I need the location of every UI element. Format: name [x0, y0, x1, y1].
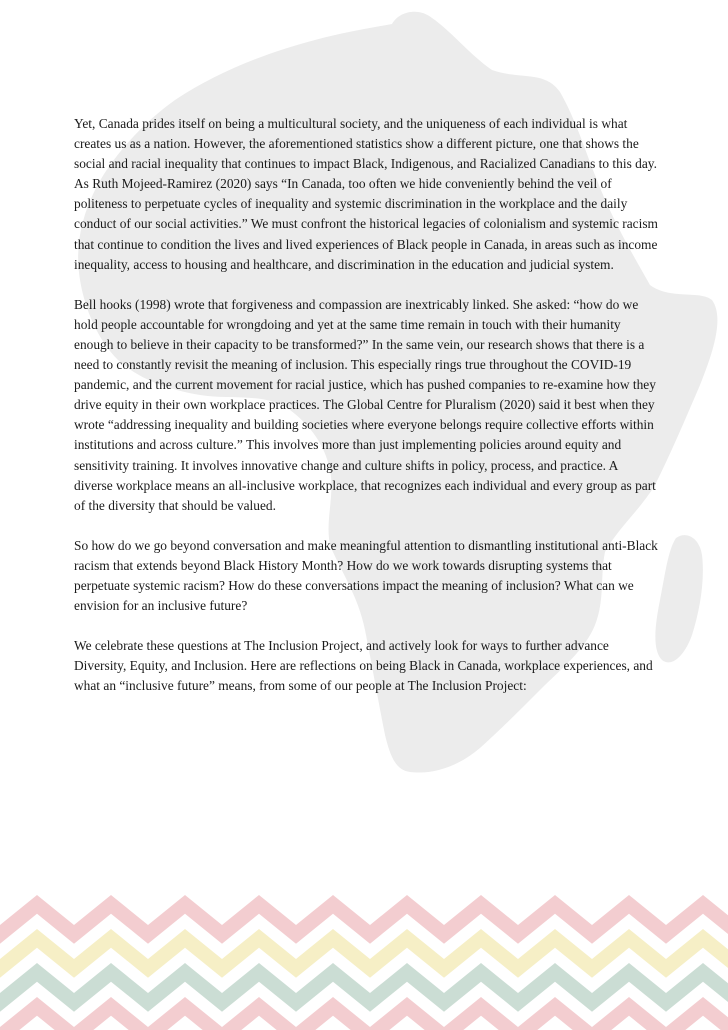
chevron-stripes: [0, 895, 728, 1030]
paragraph-3: So how do we go beyond conversation and make meaningful attention to dismantling institutional anti-Black racism that extends beyond Black History Month? How do we work towards disrupting systems that perpetuate systemic racism? How do these conversations impact the meaning of inclusion? What can we envision for an inclusive future?: [74, 537, 658, 614]
paragraph-1: Yet, Canada prides itself on being a multicultural society, and the uniqueness of each individual is what creates us as a nation. However, the aforementioned statistics show a different picture, one that shows the social and racial inequality that continues to impact Black, Indigenous, and Racialized Canadians to this day. As Ruth Mojeed-Ramirez (2020) says “In Canada, too often we hide conveniently behind the veil of politeness to perpetuate cycles of inequality and systemic discrimination in the workplace and the daily conduct of our social activities.” We must confront the historical legacies of colonialism and systemic racism that continue to condition the lives and lived experiences of Black people in Canada, in areas such as income inequality, access to housing and healthcare, and discrimination in the education and judicial system.: [74, 116, 658, 272]
paragraph-2: Bell hooks (1998) wrote that forgiveness and compassion are inextricably linked. She asked: “how do we hold people accountable for wrongdoing and yet at the same time remain in touch with their humanity enough to believe in their capacity to be transformed?” In the same vein, our research shows that there is a need to constantly revisit the meaning of inclusion. This especially rings true throughout the COVID-19 pandemic, and the current movement for racial justice, which has pushed companies to re-examine how they drive equity in their own workplace practices. The Global Centre for Pluralism (2020) said it best when they wrote “addressing inequality and building societies where everyone belongs require collective efforts within institutions and across culture.” This involves more than just implementing policies around equity and sensitivity training. It involves innovative change and culture shifts in policy, process, and practice. A diverse workplace means an all-inclusive workplace, that recognizes each individual and every group as part of the diversity that should be valued.: [74, 296, 656, 513]
paragraph-4: We celebrate these questions at The Inclusion Project, and actively look for ways to further advance Diversity, Equity, and Inclusion. Here are reflections on being Black in Canada, workplace experiences, and what an “inclusive future” means, from some of our people at The Inclusion Project:: [74, 638, 653, 694]
body-text: [74, 114, 658, 716]
